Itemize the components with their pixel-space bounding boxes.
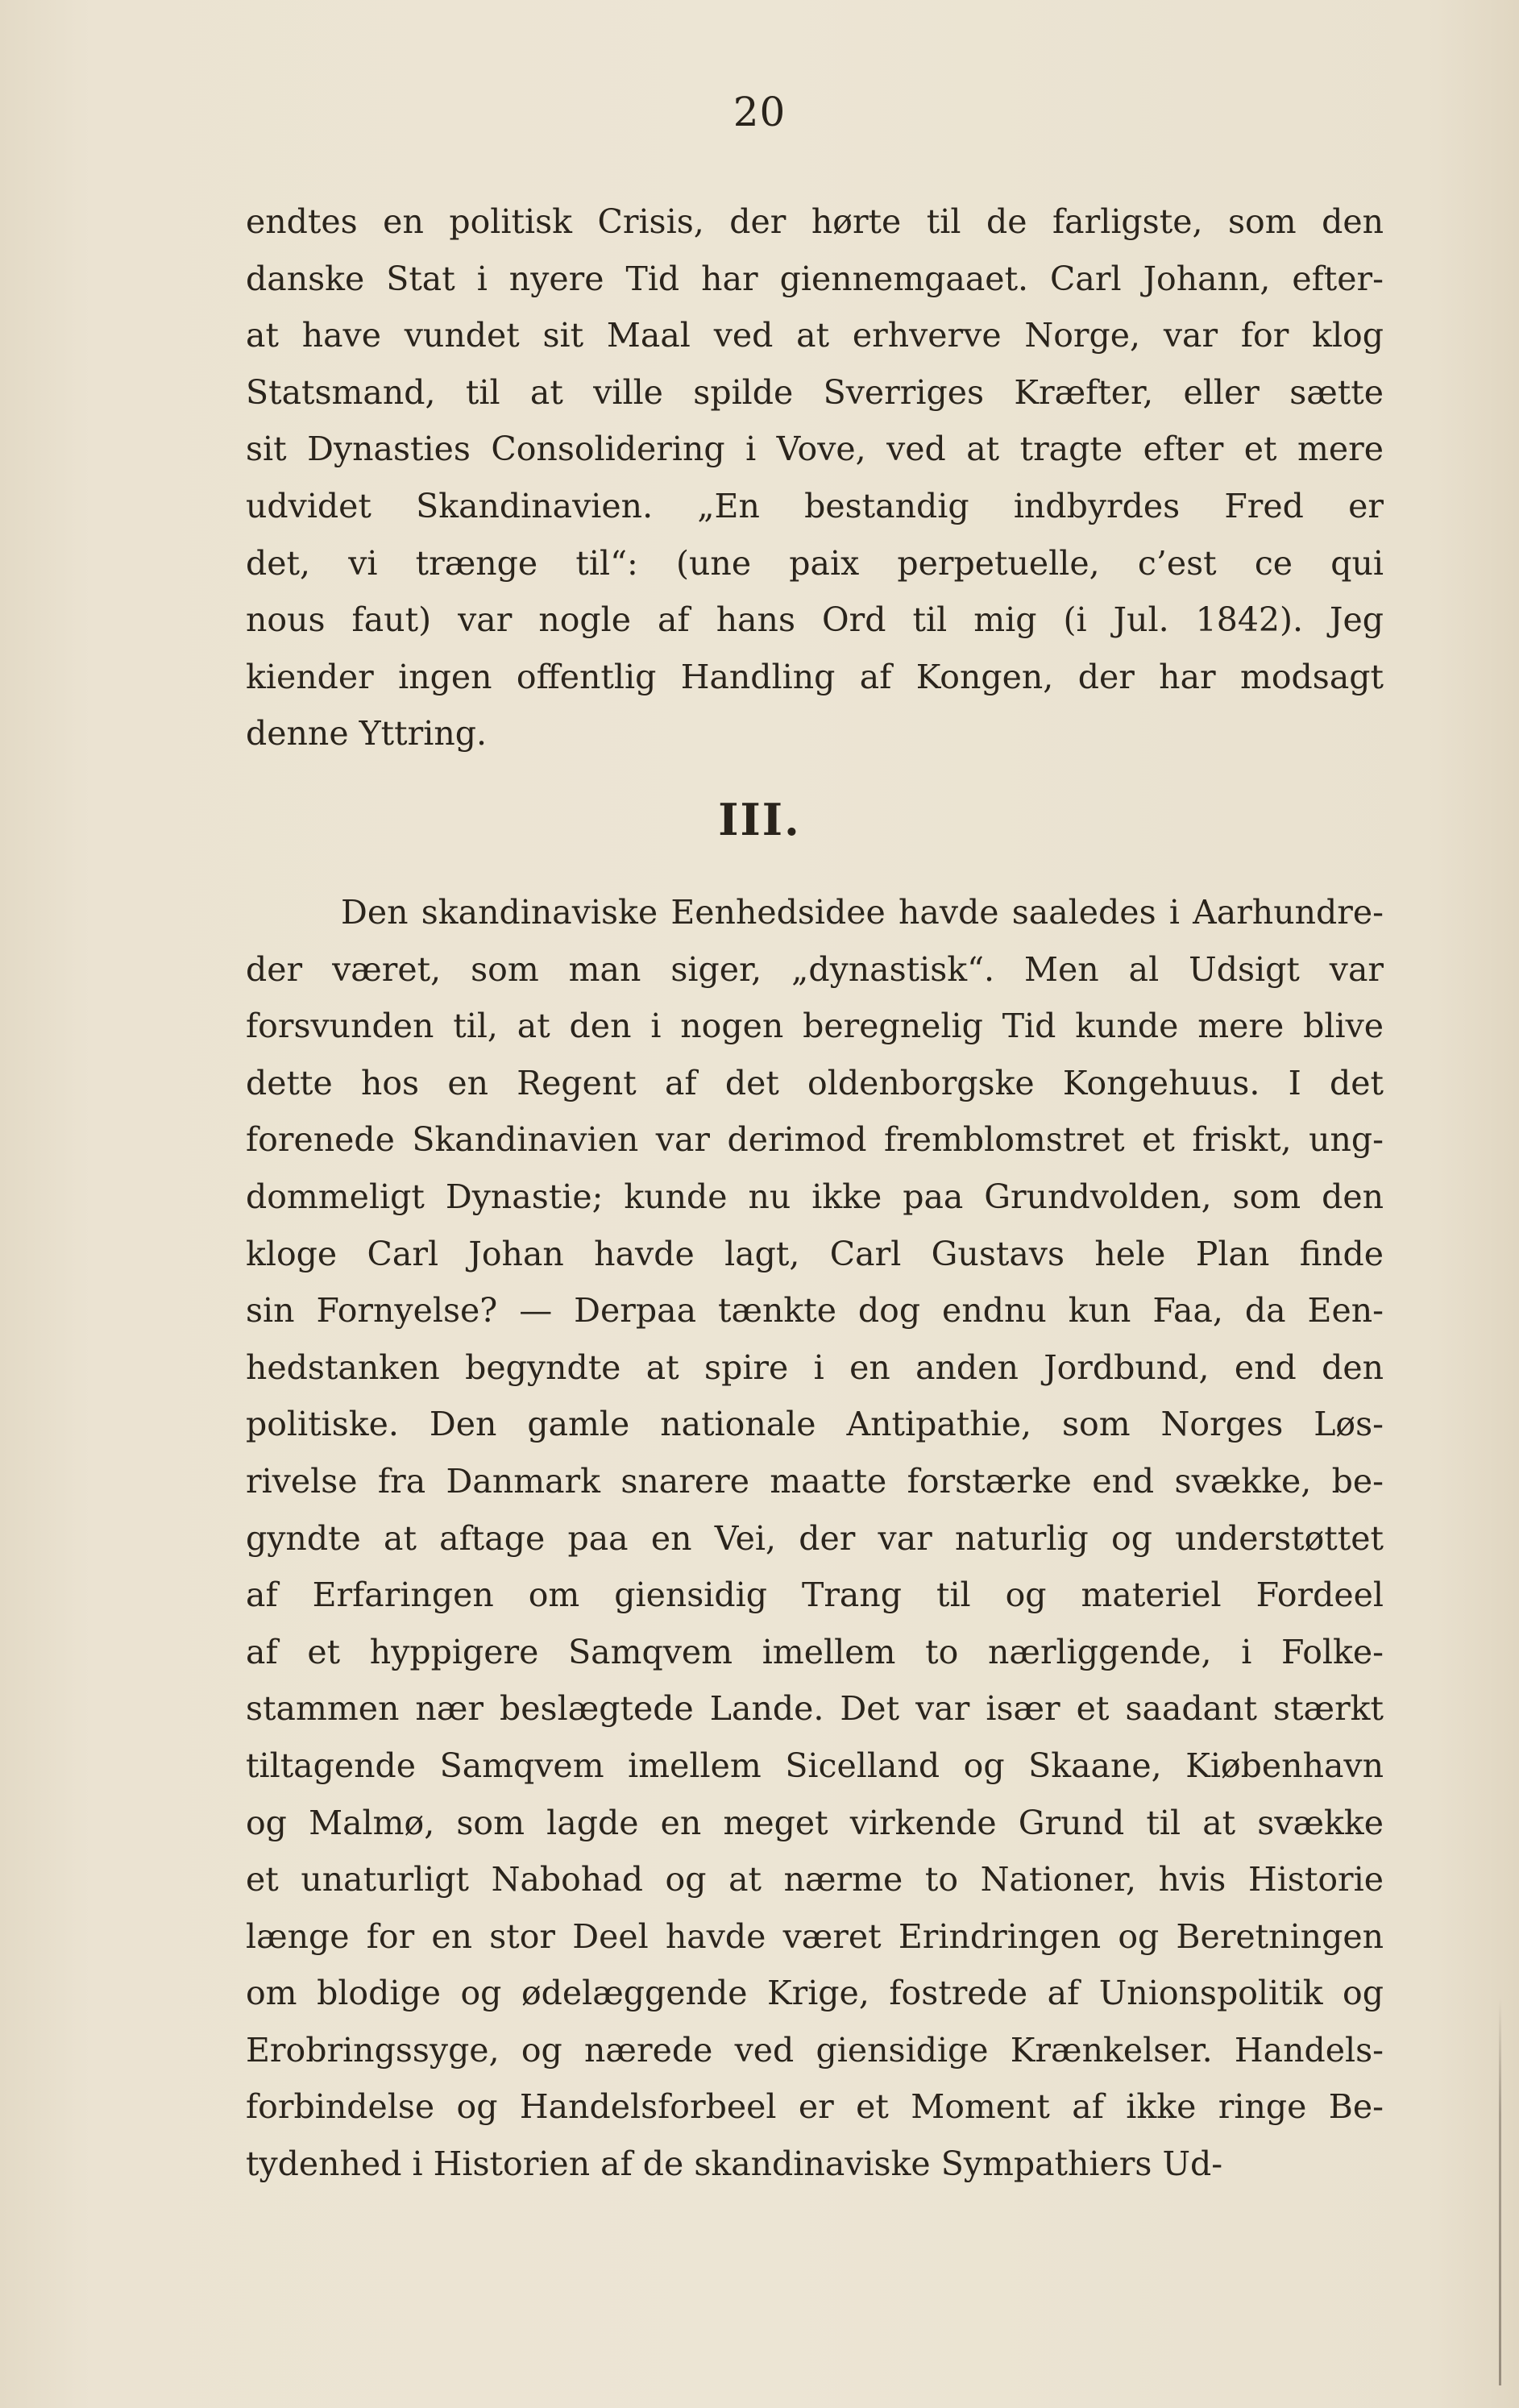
text-line: der været, som man siger, „dynastisk“. Men al Udsigt var [246,949,1384,989]
paragraph-2 [246,884,1384,2193]
text-line: Den skandinaviske Eenhedsidee havde saaledes i Aarhundre- [341,893,1384,932]
text-line: dommeligt Dynastie; kunde nu ikke paa Grundvolden, som den [246,1177,1384,1216]
text-line: Statsmand, til at ville spilde Sverriges Kræfter, eller sætte [246,372,1384,412]
page-edge-shadow [1499,1999,1501,2385]
text-line: kloge Carl Johan havde lagt, Carl Gustavs hele Plan finde [246,1234,1384,1273]
text-line: og Malmø, som lagde en meget virkende Grund til at svække [246,1803,1384,1842]
text-line: nous faut) var nogle af hans Ord til mig (i Jul. 1842). Jeg [246,600,1384,640]
text-line: af Erfaringen om giensidig Trang til og materiel Fordeel [246,1576,1384,1615]
text-line: rivelse fra Danmark snarere maatte forstærke end svække, be- [246,1461,1384,1501]
text-line: danske Stat i nyere Tid har giennemgaaet. Carl Johann, efter- [246,259,1384,298]
text-line: stammen nær beslægtede Lande. Det var især et saadant stærkt [246,1689,1384,1729]
text-line: forbindelse og Handelsforbeel er et Moment af ikke ringe Be- [246,2087,1384,2127]
text-line: udvidet Skandinavien. „En bestandig indbyrdes Fred er [246,486,1384,525]
section-heading: III. [718,794,801,845]
text-line: Erobringssyge, og nærede ved giensidige Krænkelser. Handels- [246,2030,1384,2070]
text-line: længe for en stor Deel havde været Erindringen og Beretningen [246,1916,1384,1956]
text-line: tiltagende Samqvem imellem Sicelland og Skaane, Kiøbenhavn [246,1746,1384,1785]
text-line: dette hos en Regent af det oldenborgske Kongehuus. I det [246,1063,1384,1102]
text-line: tydenhed i Historien af de skandinaviske Sympathiers Ud- [246,2144,1223,2184]
text-line: om blodige og ødelæggende Krige, fostrede af Unionspolitik og [246,1974,1384,2013]
text-line: endtes en politisk Crisis, der hørte til de farligste, som den [246,202,1384,241]
text-line: denne Yttring. [246,714,488,754]
text-line: at have vundet sit Maal ved at erhverve Norge, var for klog [246,316,1384,355]
paragraph-1 [246,193,1384,762]
text-line: politiske. Den gamle nationale Antipathie, som Norges Løs- [246,1405,1384,1444]
text-line: sin Fornyelse? — Derpaa tænkte dog endnu kun Faa, da Een- [246,1291,1384,1331]
text-line: gyndte at aftage paa en Vei, der var naturlig og understøttet [246,1518,1384,1558]
text-line: forenede Skandinavien var derimod fremblomstret et friskt, ung- [246,1120,1384,1160]
text-line: det, vi trænge til“: (une paix perpetuelle, c’est ce qui [246,543,1384,583]
text-line: sit Dynasties Consolidering i Vove, ved at tragte efter et mere [246,430,1384,469]
text-line: hedstanken begyndte at spire i en anden Jordbund, end den [246,1347,1384,1387]
text-line: kiender ingen offentlig Handling af Kongen, der har modsagt [246,657,1384,696]
page-number: 20 [733,89,786,135]
text-line: af et hyppigere Samqvem imellem to nærliggende, i Folke- [246,1632,1384,1671]
text-line: forsvunden til, at den i nogen beregnelig Tid kunde mere blive [246,1007,1384,1046]
text-line: et unaturligt Nabohad og at nærme to Nationer, hvis Historie [246,1860,1384,1899]
